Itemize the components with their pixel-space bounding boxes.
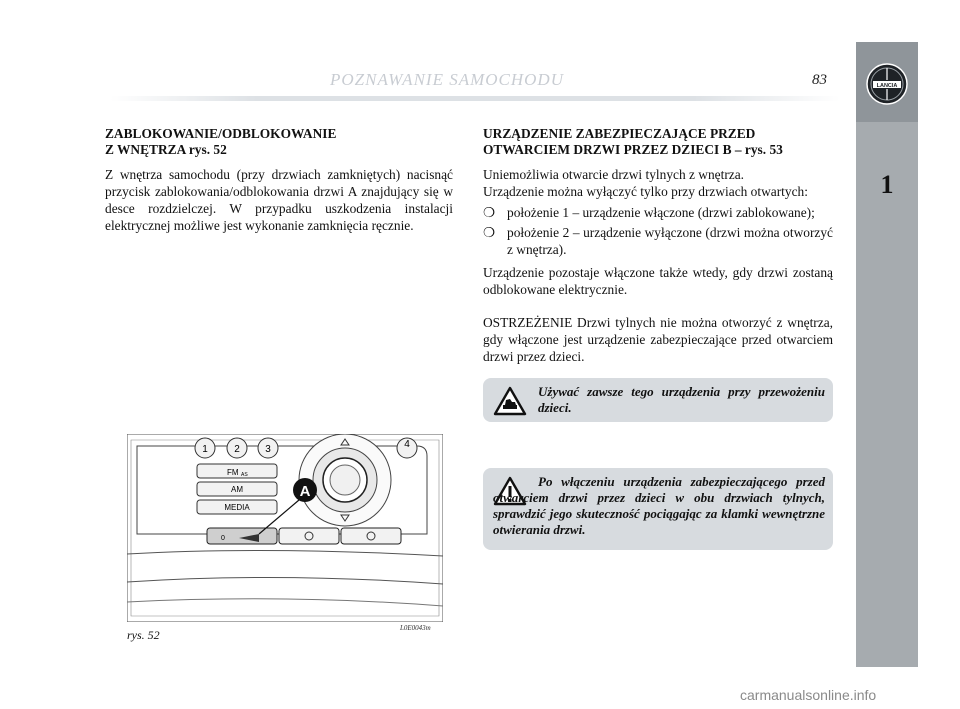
child-seat-warning-icon	[493, 386, 527, 416]
warning-text-2: Po włączeniu urządzenia zabezpieczającego przed otwarciem drzwi przez dzieci w obu drzwiach tylnych, sprawdzić jego skuteczność pociągając za klamki wewnętrzne otwierania drzwi.	[493, 474, 825, 537]
source-buttons	[197, 464, 277, 514]
header-title: POZNAWANIE SAMOCHODU	[330, 70, 564, 89]
control-knob	[299, 434, 391, 526]
am-label: AM	[231, 485, 243, 494]
right-heading-line2: OTWARCIEM DRZWI PRZEZ DZIECI B – rys. 53	[483, 142, 783, 157]
media-label: MEDIA	[224, 503, 250, 512]
dashboard-figure	[127, 434, 443, 622]
lancia-logo-icon	[865, 62, 909, 106]
warning-text-1: Używać zawsze tego urządzenia przy przewożeniu dzieci.	[538, 384, 825, 415]
as-label: AS	[241, 472, 248, 478]
callout-label: A	[299, 483, 311, 500]
left-heading-line2: Z WNĘTRZA rys. 52	[105, 142, 227, 157]
warning-box-2	[483, 468, 833, 550]
position-list	[483, 204, 833, 258]
header-rule	[110, 96, 840, 101]
preset-label-3: 3	[265, 444, 271, 455]
logo-text: LANCIA	[876, 83, 898, 89]
warning-box-1	[483, 378, 833, 422]
fm-label: FM	[227, 468, 239, 477]
page-number: 83	[812, 72, 827, 88]
figure-caption: rys. 52	[127, 628, 160, 642]
preset-label-2: 2	[234, 444, 240, 455]
lock-button-row	[207, 528, 401, 544]
lock-button-label: 0	[221, 535, 225, 542]
warning-paragraph: OSTRZEŻENIE Drzwi tylnych nie można otworzyć z wnętrza, gdy włączone jest urządzenie zabezpieczające przed otwarciem drzwi przez dzieci.	[483, 315, 833, 364]
list-item-text: położenie 1 – urządzenie włączone (drzwi zablokowane);	[507, 205, 815, 220]
chapter-tab	[856, 42, 918, 667]
chapter-number: 1	[880, 170, 894, 199]
intro-line2: Urządzenie można wyłączyć tylko przy drzwiach otwartych:	[483, 184, 808, 199]
preset-label-1: 1	[202, 444, 208, 455]
bullet-icon: ❍	[483, 225, 496, 240]
left-heading	[105, 126, 453, 158]
right-heading-line1: URZĄDZENIE ZABEZPIECZAJĄCE PRZED	[483, 126, 756, 141]
figure-code: L0E0043m	[400, 624, 431, 632]
list-item	[483, 224, 833, 258]
intro-line1: Uniemożliwia otwarcie drzwi tylnych z wnętrza.	[483, 167, 745, 182]
intro-text	[483, 166, 833, 200]
left-column	[105, 126, 453, 240]
paragraph-2: Urządzenie pozostaje włączone także wtedy, gdy drzwi zostaną odblokowane elektrycznie.	[483, 265, 833, 297]
left-heading-line1: ZABLOKOWANIE/ODBLOKOWANIE	[105, 126, 337, 141]
bullet-icon: ❍	[483, 205, 496, 220]
list-item-text: położenie 2 – urządzenie wyłączone (drzwi można otworzyć z wnętrza).	[507, 225, 833, 257]
right-column	[483, 126, 833, 371]
right-heading	[483, 126, 833, 158]
watermark: carmanualsonline.info	[740, 687, 877, 703]
list-item	[483, 204, 833, 221]
left-paragraph: Z wnętrza samochodu (przy drzwiach zamkniętych) nacisnąć przycisk zablokowania/odblokowania drzwi A znajdujący się w desce rozdzielczej. W przypadku uszkodzenia instalacji elektrycznej możliwe jest wykonanie zamknięcia ręcznie.	[105, 167, 453, 233]
preset-label-4: 4	[404, 439, 410, 450]
